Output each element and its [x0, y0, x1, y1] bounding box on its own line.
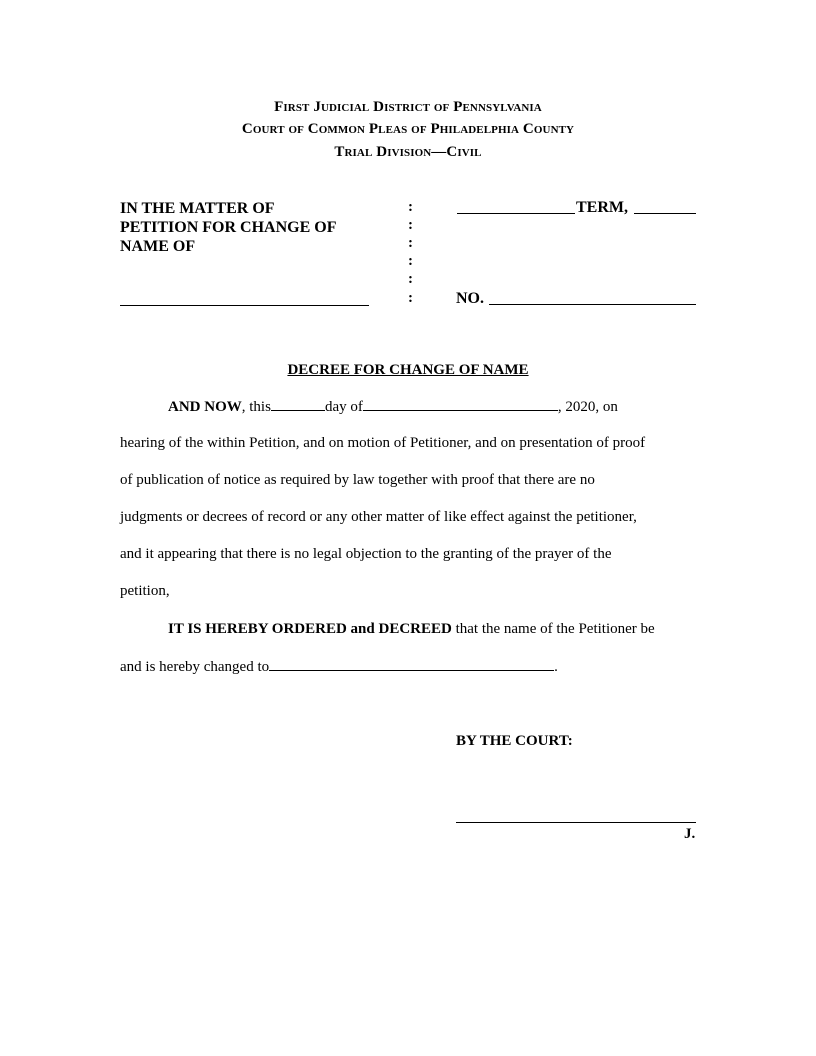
- header-court: Court of Common Pleas of Philadelphia County: [241, 121, 575, 137]
- header-division: Trial Division—Civil: [334, 144, 482, 160]
- decree-line-1: [168, 398, 618, 416]
- caption-colon: :: [408, 290, 413, 306]
- term-month-field[interactable]: [457, 213, 575, 214]
- ordered-decreed-text: IT IS HEREBY ORDERED and DECREED: [168, 621, 452, 637]
- ordered-rest-text: that the name of the Petitioner be: [451, 621, 655, 637]
- caption-line-1: IN THE MATTER OF: [120, 200, 275, 217]
- header-district: First Judicial District of Pennsylvania: [274, 99, 542, 115]
- changed-to-text: and is hereby changed to: [120, 659, 270, 675]
- decree-line-2: hearing of the within Petition, and on motion of Petitioner, and on presentation of proof: [120, 435, 646, 451]
- day-field[interactable]: [271, 398, 325, 411]
- caption-colon: :: [408, 217, 413, 233]
- caption-colon: :: [408, 271, 413, 287]
- caption-colon: :: [408, 199, 413, 215]
- judge-signature-field[interactable]: [456, 822, 696, 823]
- and-now-text: AND NOW: [168, 399, 242, 415]
- decree-line-6: petition,: [120, 583, 170, 599]
- order-line-2: [120, 658, 558, 676]
- caption-line-3: NAME OF: [120, 238, 196, 255]
- judge-suffix-label: J.: [684, 826, 696, 842]
- caption-line-2: PETITION FOR CHANGE OF: [120, 219, 337, 236]
- number-label: NO.: [456, 290, 484, 307]
- decree-line-5: and it appearing that there is no legal objection to the granting of the prayer of the: [120, 546, 612, 562]
- petitioner-name-field[interactable]: [120, 305, 369, 306]
- caption-colon: :: [408, 235, 413, 251]
- term-year-field[interactable]: [634, 213, 696, 214]
- by-the-court-label: BY THE COURT:: [456, 733, 573, 749]
- new-name-field[interactable]: [269, 658, 554, 671]
- period-text: .: [554, 659, 558, 675]
- decree-line-4: judgments or decrees of record or any other matter of like effect against the petitioner,: [120, 509, 637, 525]
- caption-colon: :: [408, 253, 413, 269]
- year-text: , 2020, on: [557, 399, 618, 415]
- this-text: , this: [241, 399, 271, 415]
- month-field[interactable]: [363, 398, 558, 411]
- day-of-text: day of: [324, 399, 363, 415]
- decree-title: DECREE FOR CHANGE OF NAME: [287, 362, 529, 378]
- case-caption: [120, 199, 336, 256]
- case-number-field[interactable]: [489, 304, 696, 305]
- term-label: TERM,: [576, 199, 628, 216]
- order-line-1: [168, 621, 655, 638]
- decree-line-3: of publication of notice as required by law together with proof that there are no: [120, 472, 595, 488]
